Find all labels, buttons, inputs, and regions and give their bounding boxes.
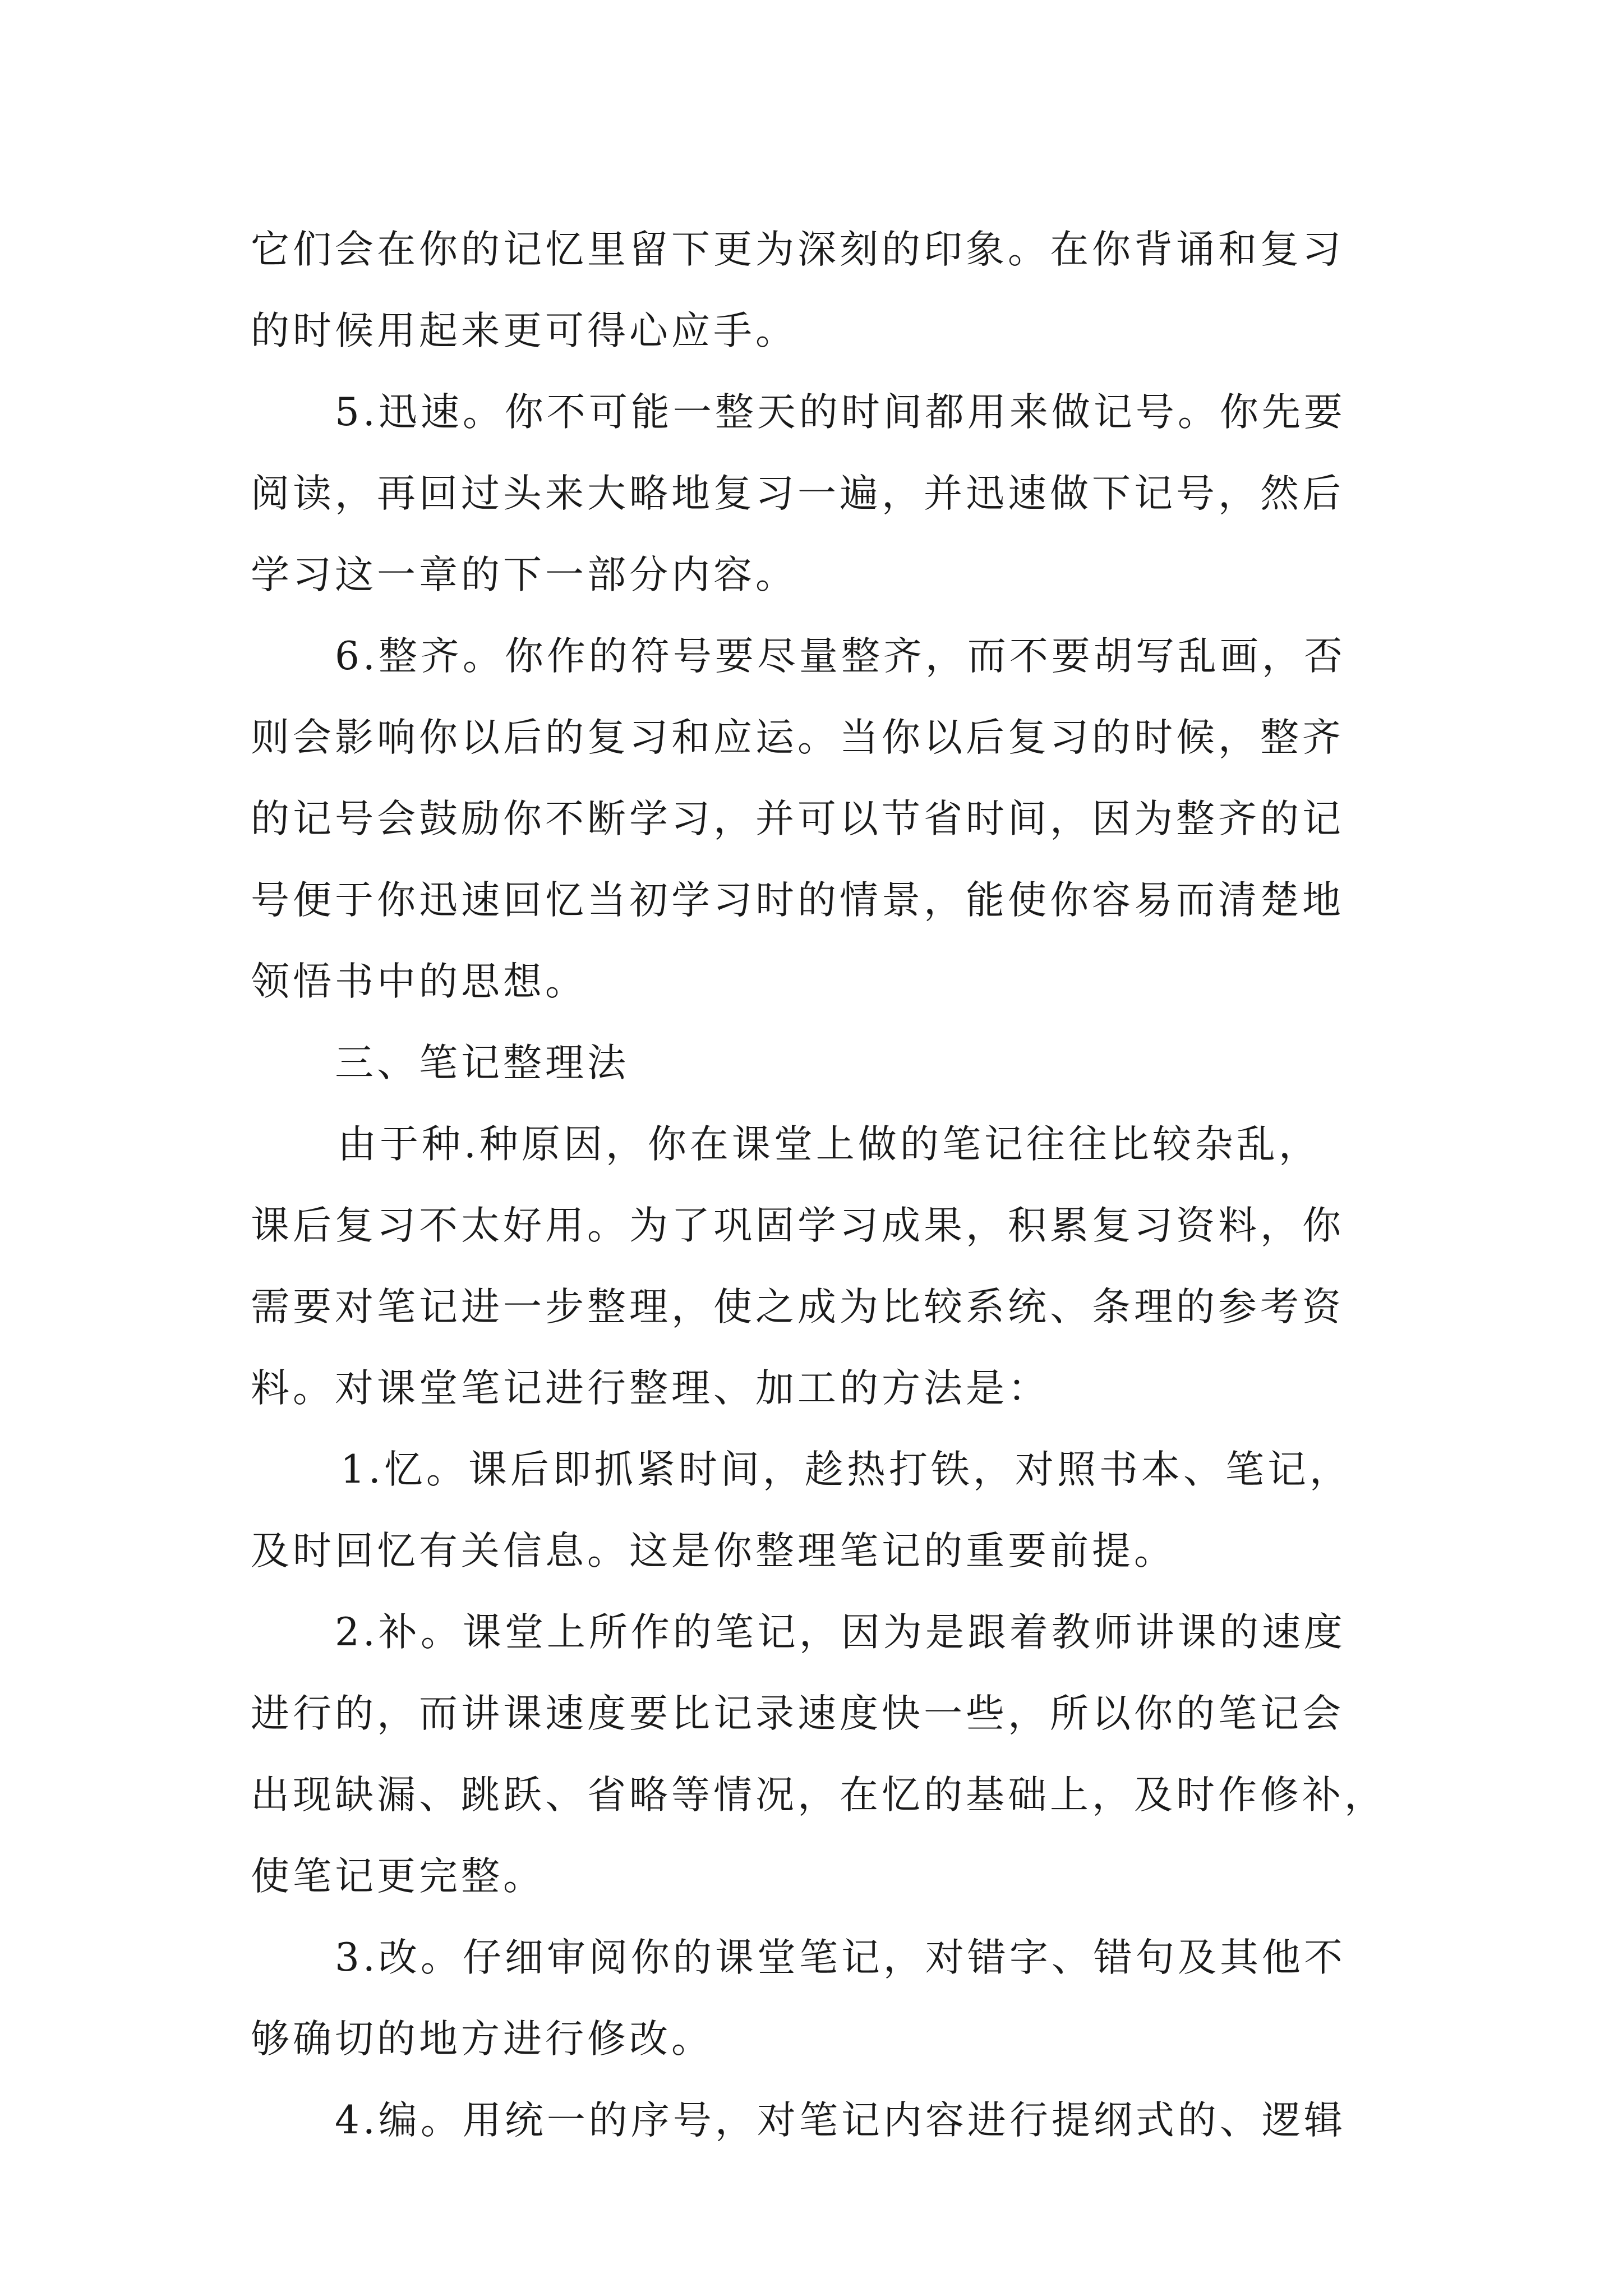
text-line: 进行的，而讲课速度要比记录速度快一些，所以你的笔记会	[251, 1691, 1344, 1736]
list-item-3-start: 3.改。仔细审阅你的课堂笔记，对错字、错句及其他不	[335, 1935, 1346, 1980]
list-item-6-start: 6.整齐。你作的符号要尽量整齐，而不要胡写乱画，否	[335, 634, 1346, 679]
text-line: 阅读，再回过头来大略地复习一遍，并迅速做下记号，然后	[251, 471, 1344, 516]
document-body	[251, 209, 1395, 2161]
text-line: 它们会在你的记忆里留下更为深刻的印象。在你背诵和复习	[251, 227, 1344, 272]
text-line: 料。对课堂笔记进行整理、加工的方法是：	[251, 1366, 1050, 1411]
text-line: 领悟书中的思想。	[251, 959, 587, 1004]
section-heading: 三、笔记整理法	[335, 1041, 629, 1085]
text-line: 使笔记更完整。	[251, 1854, 545, 1899]
paragraph-start: 由于种.种原因，你在课堂上做的笔记往往比较杂乱，	[338, 1122, 1321, 1167]
text-line: 的时候用起来更可得心应手。	[251, 309, 797, 353]
text-line: 需要对笔记进一步整理，使之成为比较系统、条理的参考资	[251, 1285, 1344, 1329]
text-line: 则会影响你以后的复习和应运。当你以后复习的时候，整齐	[251, 715, 1344, 760]
text-line: 的记号会鼓励你不断学习，并可以节省时间，因为整齐的记	[251, 797, 1344, 841]
list-item-1-start: 1.忆。课后即抓紧时间，趁热打铁，对照书本、笔记，	[340, 1447, 1352, 1492]
text-line: 及时回忆有关信息。这是你整理笔记的重要前提。	[251, 1529, 1176, 1573]
text-line: 课后复习不太好用。为了巩固学习成果，积累复习资料，你	[251, 1203, 1344, 1248]
list-item-2-start: 2.补。课堂上所作的笔记，因为是跟着教师讲课的速度	[335, 1610, 1346, 1655]
text-line: 够确切的地方进行修改。	[251, 2017, 713, 2062]
list-item-4-start: 4.编。用统一的序号，对笔记内容进行提纲式的、逻辑	[335, 2098, 1346, 2143]
text-line: 出现缺漏、跳跃、省略等情况，在忆的基础上，及时作修补，	[251, 1773, 1386, 1818]
list-item-5-start: 5.迅速。你不可能一整天的时间都用来做记号。你先要	[335, 390, 1346, 435]
text-line: 号便于你迅速回忆当初学习时的情景，能使你容易而清楚地	[251, 878, 1344, 923]
text-line: 学习这一章的下一部分内容。	[251, 553, 797, 597]
